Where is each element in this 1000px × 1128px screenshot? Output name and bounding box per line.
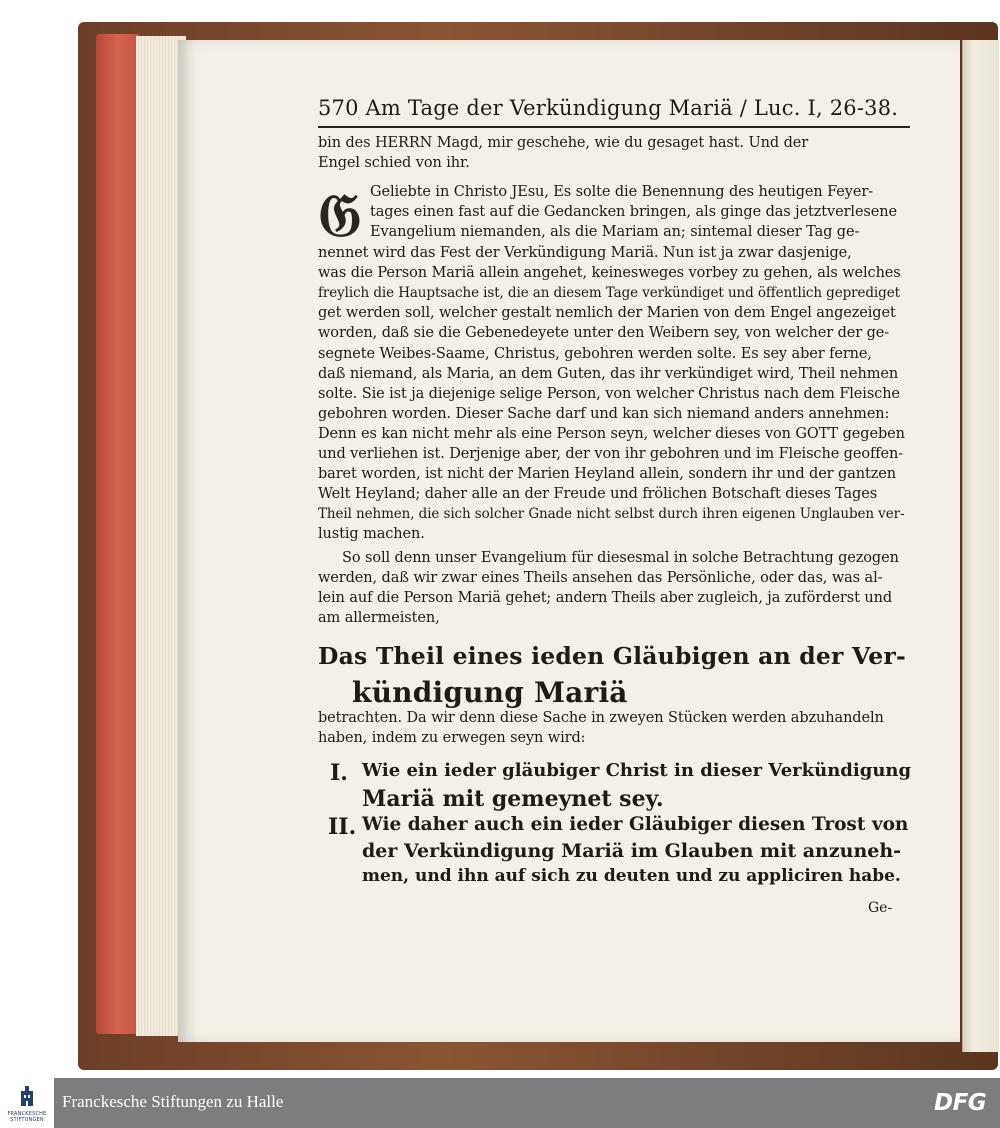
text-line: Engel schied von ihr.: [318, 155, 470, 171]
next-page-edge: [962, 40, 999, 1052]
text-line: werden, daß wir zwar eines Theils ansehen das Persönliche, oder das, was al-: [318, 570, 883, 586]
institution-name[interactable]: Franckesche Stiftungen zu Halle: [62, 1092, 284, 1111]
text-line: Theil nehmen, die sich solcher Gnade nicht selbst durch ihren eigenen Unglauben ver-: [318, 506, 905, 522]
text-line: baret worden, ist nicht der Marien Heyland allein, sondern ihr und der gantzen: [318, 466, 896, 482]
text-line: get werden soll, welcher gestalt nemlich der Marien von dem Engel angezeiget: [318, 305, 896, 321]
book-edge: [96, 34, 140, 1034]
text-line: lustig machen.: [318, 526, 425, 542]
point-line-text: Wie ein ieder gläubiger Christ in dieser Verkündigung: [362, 760, 912, 781]
point-line-text: men, und ihn auf sich zu deuten und zu appliciren habe.: [362, 866, 901, 886]
institution-logo[interactable]: [0, 1078, 54, 1128]
section-title-line: kündigung Mariä: [352, 676, 628, 709]
logo-caption: [2, 1111, 52, 1123]
point-line-text: Mariä mit gemeynet sey.: [362, 786, 664, 812]
logo-text-line: FRANCKESCHE: [7, 1111, 47, 1117]
point-line-text: Wie daher auch ein ieder Gläubiger diesen Trost von: [362, 814, 909, 835]
point-number: II.: [328, 814, 357, 840]
drop-initial-icon: 𝔊: [318, 181, 362, 251]
text-line: gebohren worden. Dieser Sache darf und kan sich niemand anders annehmen:: [318, 406, 890, 422]
text-line: Evangelium niemanden, als die Mariam an; sintemal dieser Tag ge-: [370, 224, 860, 240]
header-rule: [318, 126, 910, 128]
running-header: 570 Am Tage der Verkündigung Mariä / Luc. I, 26-38.: [318, 96, 899, 120]
text-line: Geliebte in Christo JEsu, Es solte die Benennung des heutigen Feyer-: [370, 184, 873, 200]
section-title-line: Das Theil eines ieden Gläubigen an der Ver-: [318, 642, 906, 670]
footer-bar: [0, 1078, 1000, 1128]
text-line: nennet wird das Fest der Verkündigung Mariä. Nun ist ja zwar dasjenige,: [318, 245, 852, 261]
text-line: solte. Sie ist ja diejenige selige Person, von welcher Christus nach dem Fleische: [318, 386, 900, 402]
text-line: worden, daß sie die Gebenedeyete unter den Weibern sey, von welcher der ge-: [318, 325, 890, 341]
text-line: was die Person Mariä allein angehet, keinesweges vorbey zu gehen, als welches: [318, 265, 901, 281]
text-line: Denn es kan nicht mehr als eine Person seyn, welcher dieses von GOTT gegeben: [318, 426, 905, 442]
building-icon: [19, 1086, 35, 1108]
text-line: haben, indem zu erwegen seyn wird:: [318, 730, 586, 746]
catchword: Ge-: [868, 900, 893, 916]
point-line-text: der Verkündigung Mariä im Glauben mit anzuneh-: [362, 840, 902, 862]
text-line: freylich die Hauptsache ist, die an diesem Tage verkündiget und öffentlich geprediget: [318, 285, 900, 301]
text-line: segnete Weibes-Saame, Christus, gebohren werden solte. Es sey aber ferne,: [318, 346, 872, 362]
point-number: I.: [330, 760, 348, 786]
text-line: So soll denn unser Evangelium für diesesmal in solche Betrachtung gezogen: [342, 550, 899, 566]
text-line: betrachten. Da wir denn diese Sache in zweyen Stücken werden abzuhandeln: [318, 710, 884, 726]
text-line: bin des HERRN Magd, mir geschehe, wie du gesaget hast. Und der: [318, 135, 809, 151]
text-line: am allermeisten,: [318, 610, 440, 626]
text-line: tages einen fast auf die Gedancken bringen, als ginge das jetztverlesene: [370, 204, 897, 220]
text-line: Welt Heyland; daher alle an der Freude und frölichen Botschaft dieses Tages: [318, 486, 878, 502]
text-line: und verliehen ist. Derjenige aber, der von ihr gebohren und im Fleische geoffen-: [318, 446, 904, 462]
logo-text-line: STIFTUNGEN: [10, 1117, 44, 1123]
text-line: daß niemand, als Maria, an dem Guten, das ihr verkündiget wird, Theil nehmen: [318, 366, 899, 382]
text-line: lein auf die Person Mariä gehet; andern Theils aber zugleich, ja zuförderst und: [318, 590, 892, 606]
dfg-logo[interactable]: DFG: [934, 1090, 987, 1116]
